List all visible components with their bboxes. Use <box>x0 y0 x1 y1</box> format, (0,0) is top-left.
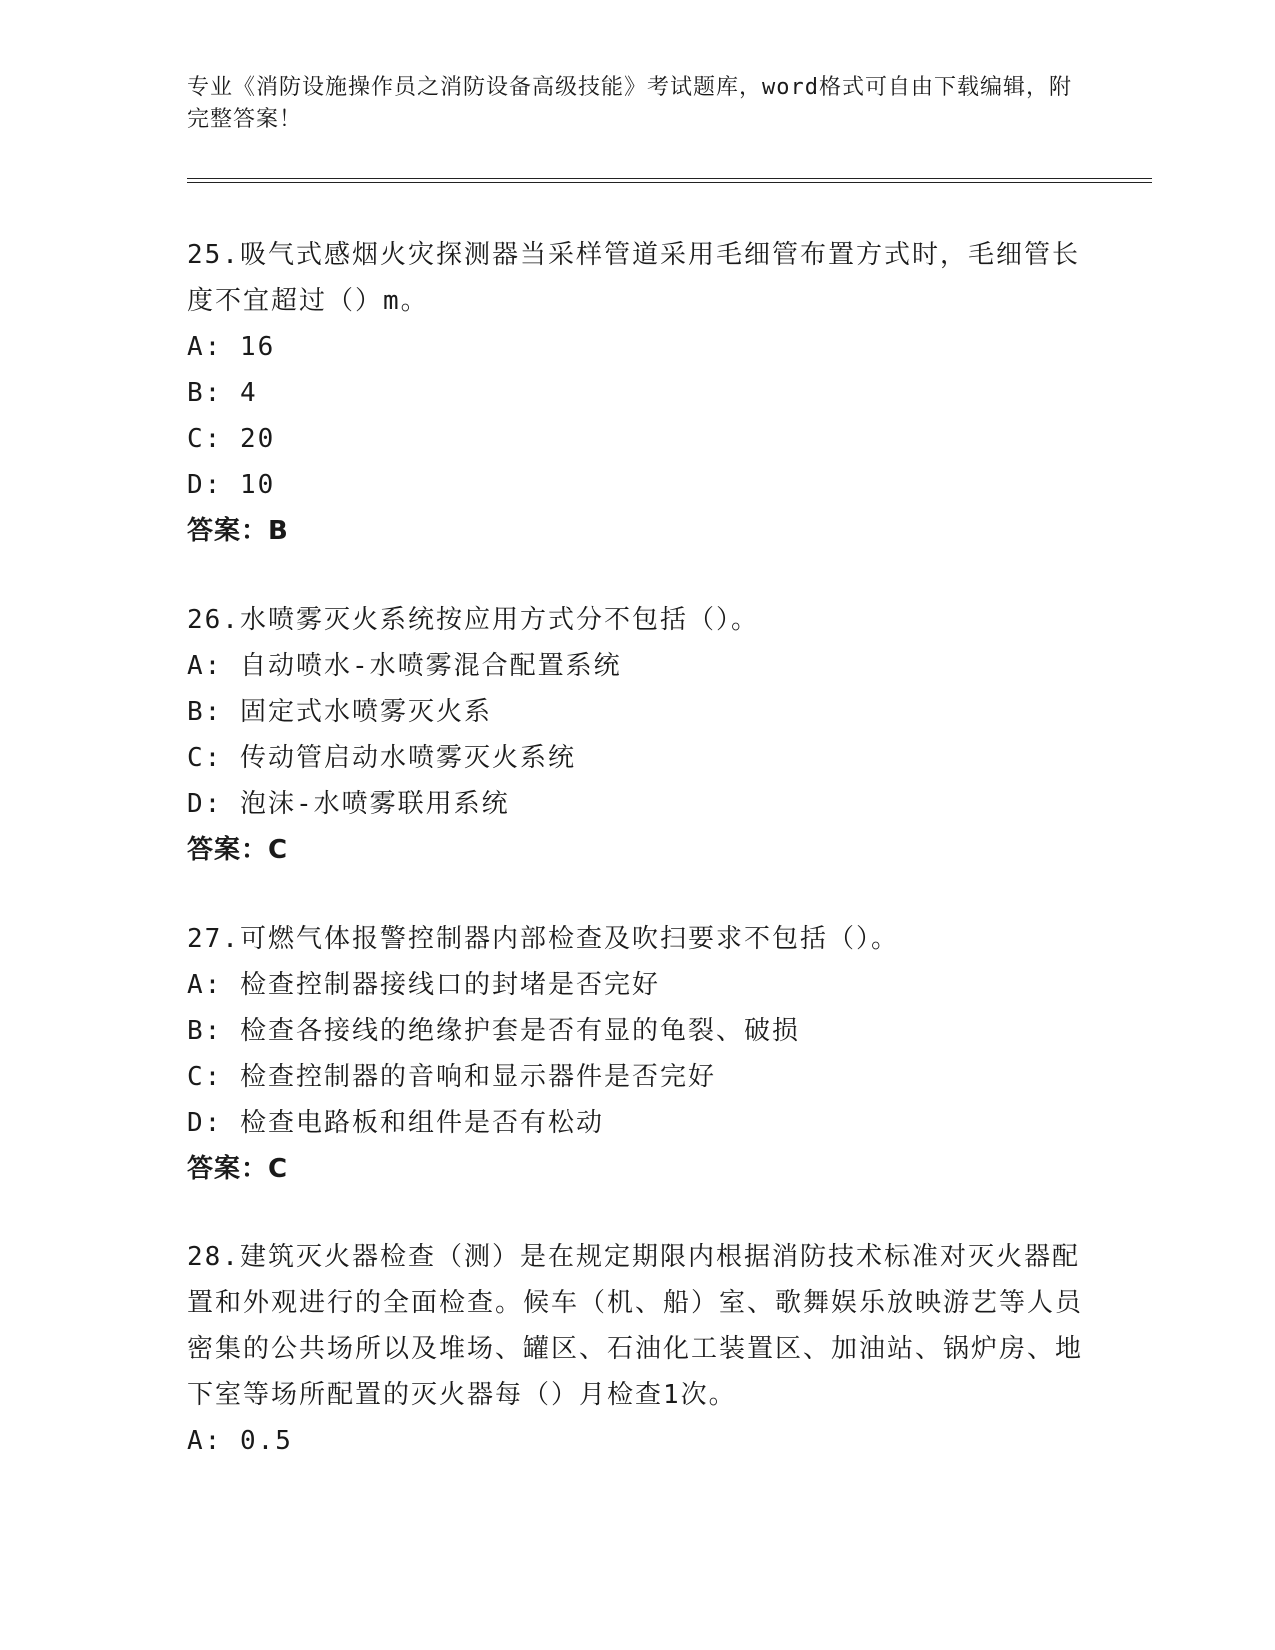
question-27 <box>187 916 1087 1192</box>
option-b: B: 4 <box>187 378 258 408</box>
option-a: A: 自动喷水-水喷雾混合配置系统 <box>187 651 622 681</box>
answer-line: 答案：C <box>187 835 289 865</box>
question-26 <box>187 597 1087 873</box>
answer-line: 答案：C <box>187 1154 289 1184</box>
option-d: D: 10 <box>187 470 276 500</box>
document-header-intro: 专业《消防设施操作员之消防设备高级技能》考试题库，word格式可自由下载编辑，附完整答案！ <box>187 75 1072 132</box>
answer-line: 答案：B <box>187 516 289 546</box>
option-c: C: 20 <box>187 424 276 454</box>
option-a: A: 0.5 <box>187 1426 293 1456</box>
question-28 <box>187 1234 1087 1464</box>
question-stem: 28.建筑灭火器检查（测）是在规定期限内根据消防技术标准对灭火器配置和外观进行的全面检查。候车（机、船）室、歌舞娱乐放映游艺等人员密集的公共场所以及堆场、罐区、石油化工装置区、加油站、锅炉房、地下室等场所配置的灭火器每（）月检查1次。 <box>187 1242 1084 1410</box>
option-a: A: 检查控制器接线口的封堵是否完好 <box>187 970 660 1000</box>
option-b: B: 固定式水喷雾灭火系 <box>187 697 492 727</box>
option-a: A: 16 <box>187 332 276 362</box>
question-25 <box>187 232 1087 554</box>
option-d: D: 检查电路板和组件是否有松动 <box>187 1108 604 1138</box>
option-c: C: 检查控制器的音响和显示器件是否完好 <box>187 1062 716 1092</box>
header-divider-bottom <box>187 182 1152 183</box>
question-stem: 27.可燃气体报警控制器内部检查及吹扫要求不包括（）。 <box>187 924 899 954</box>
option-d: D: 泡沫-水喷雾联用系统 <box>187 789 510 819</box>
question-stem: 26.水喷雾灭火系统按应用方式分不包括（）。 <box>187 605 759 635</box>
header-divider-top <box>187 178 1152 179</box>
option-b: B: 检查各接线的绝缘护套是否有显的龟裂、破损 <box>187 1016 800 1046</box>
question-stem: 25.吸气式感烟火灾探测器当采样管道采用毛细管布置方式时，毛细管长度不宜超过（）m。 <box>187 240 1080 316</box>
option-c: C: 传动管启动水喷雾灭火系统 <box>187 743 576 773</box>
